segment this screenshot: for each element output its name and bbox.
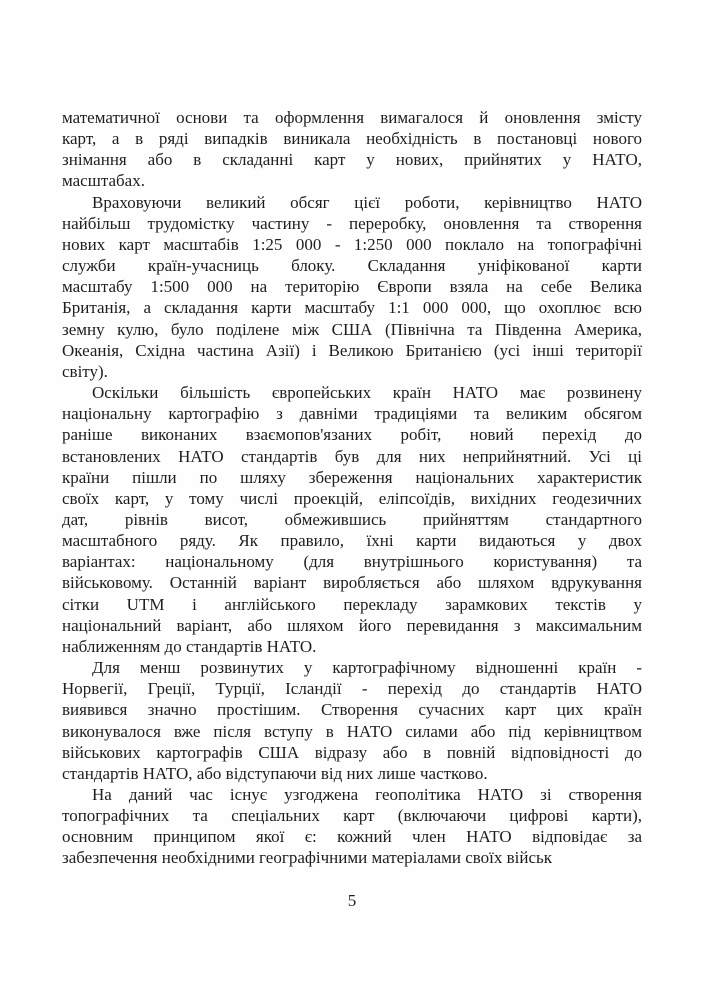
text-line: стандартів НАТО, або відступаючи від них лише частково. bbox=[62, 763, 488, 783]
text-line: національний варіант, або шляхом його перевидання з максимальним bbox=[62, 615, 642, 635]
text-line: виявився значно простішим. Створення сучасних карт цих країн bbox=[62, 700, 642, 720]
text-line: Оскільки більшість європейських країн НАТО має розвинену bbox=[92, 383, 642, 403]
text-line: карт, а в ряді випадків виникала необхідність в постановці нового bbox=[62, 129, 642, 149]
text-line: варіантах: національному (для внутрішнього користування) та bbox=[62, 552, 642, 572]
text-line: військовому. Останній варіант виробляється або шляхом вдрукування bbox=[62, 573, 642, 593]
text-line: математичної основи та оформлення вимагалося й оновлення змісту bbox=[62, 108, 642, 127]
text-line: національну картографію з давніми традиціями та великим обсягом bbox=[62, 404, 642, 424]
text-block bbox=[62, 107, 642, 869]
text-line: знімання або в складанні карт у нових, прийнятих у НАТО, bbox=[62, 150, 642, 170]
text-line: земну кулю, було поділене між США (Північна та Південна Америка, bbox=[62, 319, 642, 339]
text-line: масштабу 1:500 000 на територію Європи взяла на себе Велика bbox=[62, 277, 642, 297]
text-line: світу). bbox=[62, 361, 108, 381]
text-line: Норвегії, Греції, Турції, Ісландії - перехід до стандартів НАТО bbox=[62, 679, 642, 699]
text-line: виконувалося вже після вступу в НАТО силами або під керівництвом bbox=[62, 721, 642, 741]
paragraph bbox=[62, 657, 642, 784]
text-line: військових картографів США відразу або в повній відповідності до bbox=[62, 742, 642, 762]
text-line: сітки UTM і англійського перекладу зарамкових текстів у bbox=[62, 594, 642, 614]
text-line: встановлених НАТО стандартів був для них неприйнятний. Усі ці bbox=[62, 446, 642, 466]
text-line: Враховуючи великий обсяг цієї роботи, керівництво НАТО bbox=[92, 192, 642, 212]
text-line: масштабах. bbox=[62, 171, 145, 191]
text-line: Британія, а складання карти масштабу 1:1 000 000, що охоплює всю bbox=[62, 298, 642, 318]
text-line: наближенням до стандартів НАТО. bbox=[62, 636, 317, 656]
paragraph bbox=[62, 382, 642, 657]
text-line: найбільш трудомістку частину - переробку, оновлення та створення bbox=[62, 213, 642, 233]
text-line: дат, рівнів висот, обмежившись прийняттям стандартного bbox=[62, 509, 642, 529]
text-line: нових карт масштабів 1:25 000 - 1:250 000 поклало на топографічні bbox=[62, 234, 642, 254]
text-line: Океанія, Східна частина Азії) і Великою Британією (усі інші території bbox=[62, 340, 642, 360]
text-line: служби країн-учасниць блоку. Складання уніфікованої карти bbox=[62, 256, 642, 276]
text-line: Для менш розвинутих у картографічному відношенні країн - bbox=[92, 658, 642, 678]
text-line: топографічних та спеціальних карт (включаючи цифрові карти), bbox=[62, 806, 642, 826]
text-line: раніше виконаних взаємопов'язаних робіт, новий перехід до bbox=[62, 425, 642, 445]
text-line: своїх карт, у тому числі проекцій, еліпсоїдів, вихідних геодезичних bbox=[62, 488, 642, 508]
text-line: основним принципом якої є: кожний член НАТО відповідає за bbox=[62, 827, 642, 847]
text-line: На даний час існує узгоджена геополітика НАТО зі створення bbox=[92, 785, 642, 804]
text-line: масштабного ряду. Як правило, їхні карти видаються у двох bbox=[62, 531, 642, 551]
text-line: країни пішли по шляху збереження національних характеристик bbox=[62, 467, 642, 487]
paragraph bbox=[62, 107, 642, 192]
text-line: забезпечення необхідними географічними матеріалами своїх військ bbox=[62, 848, 553, 868]
paragraph bbox=[62, 784, 642, 869]
page-number: 5 bbox=[347, 891, 357, 910]
paragraph bbox=[62, 192, 642, 382]
